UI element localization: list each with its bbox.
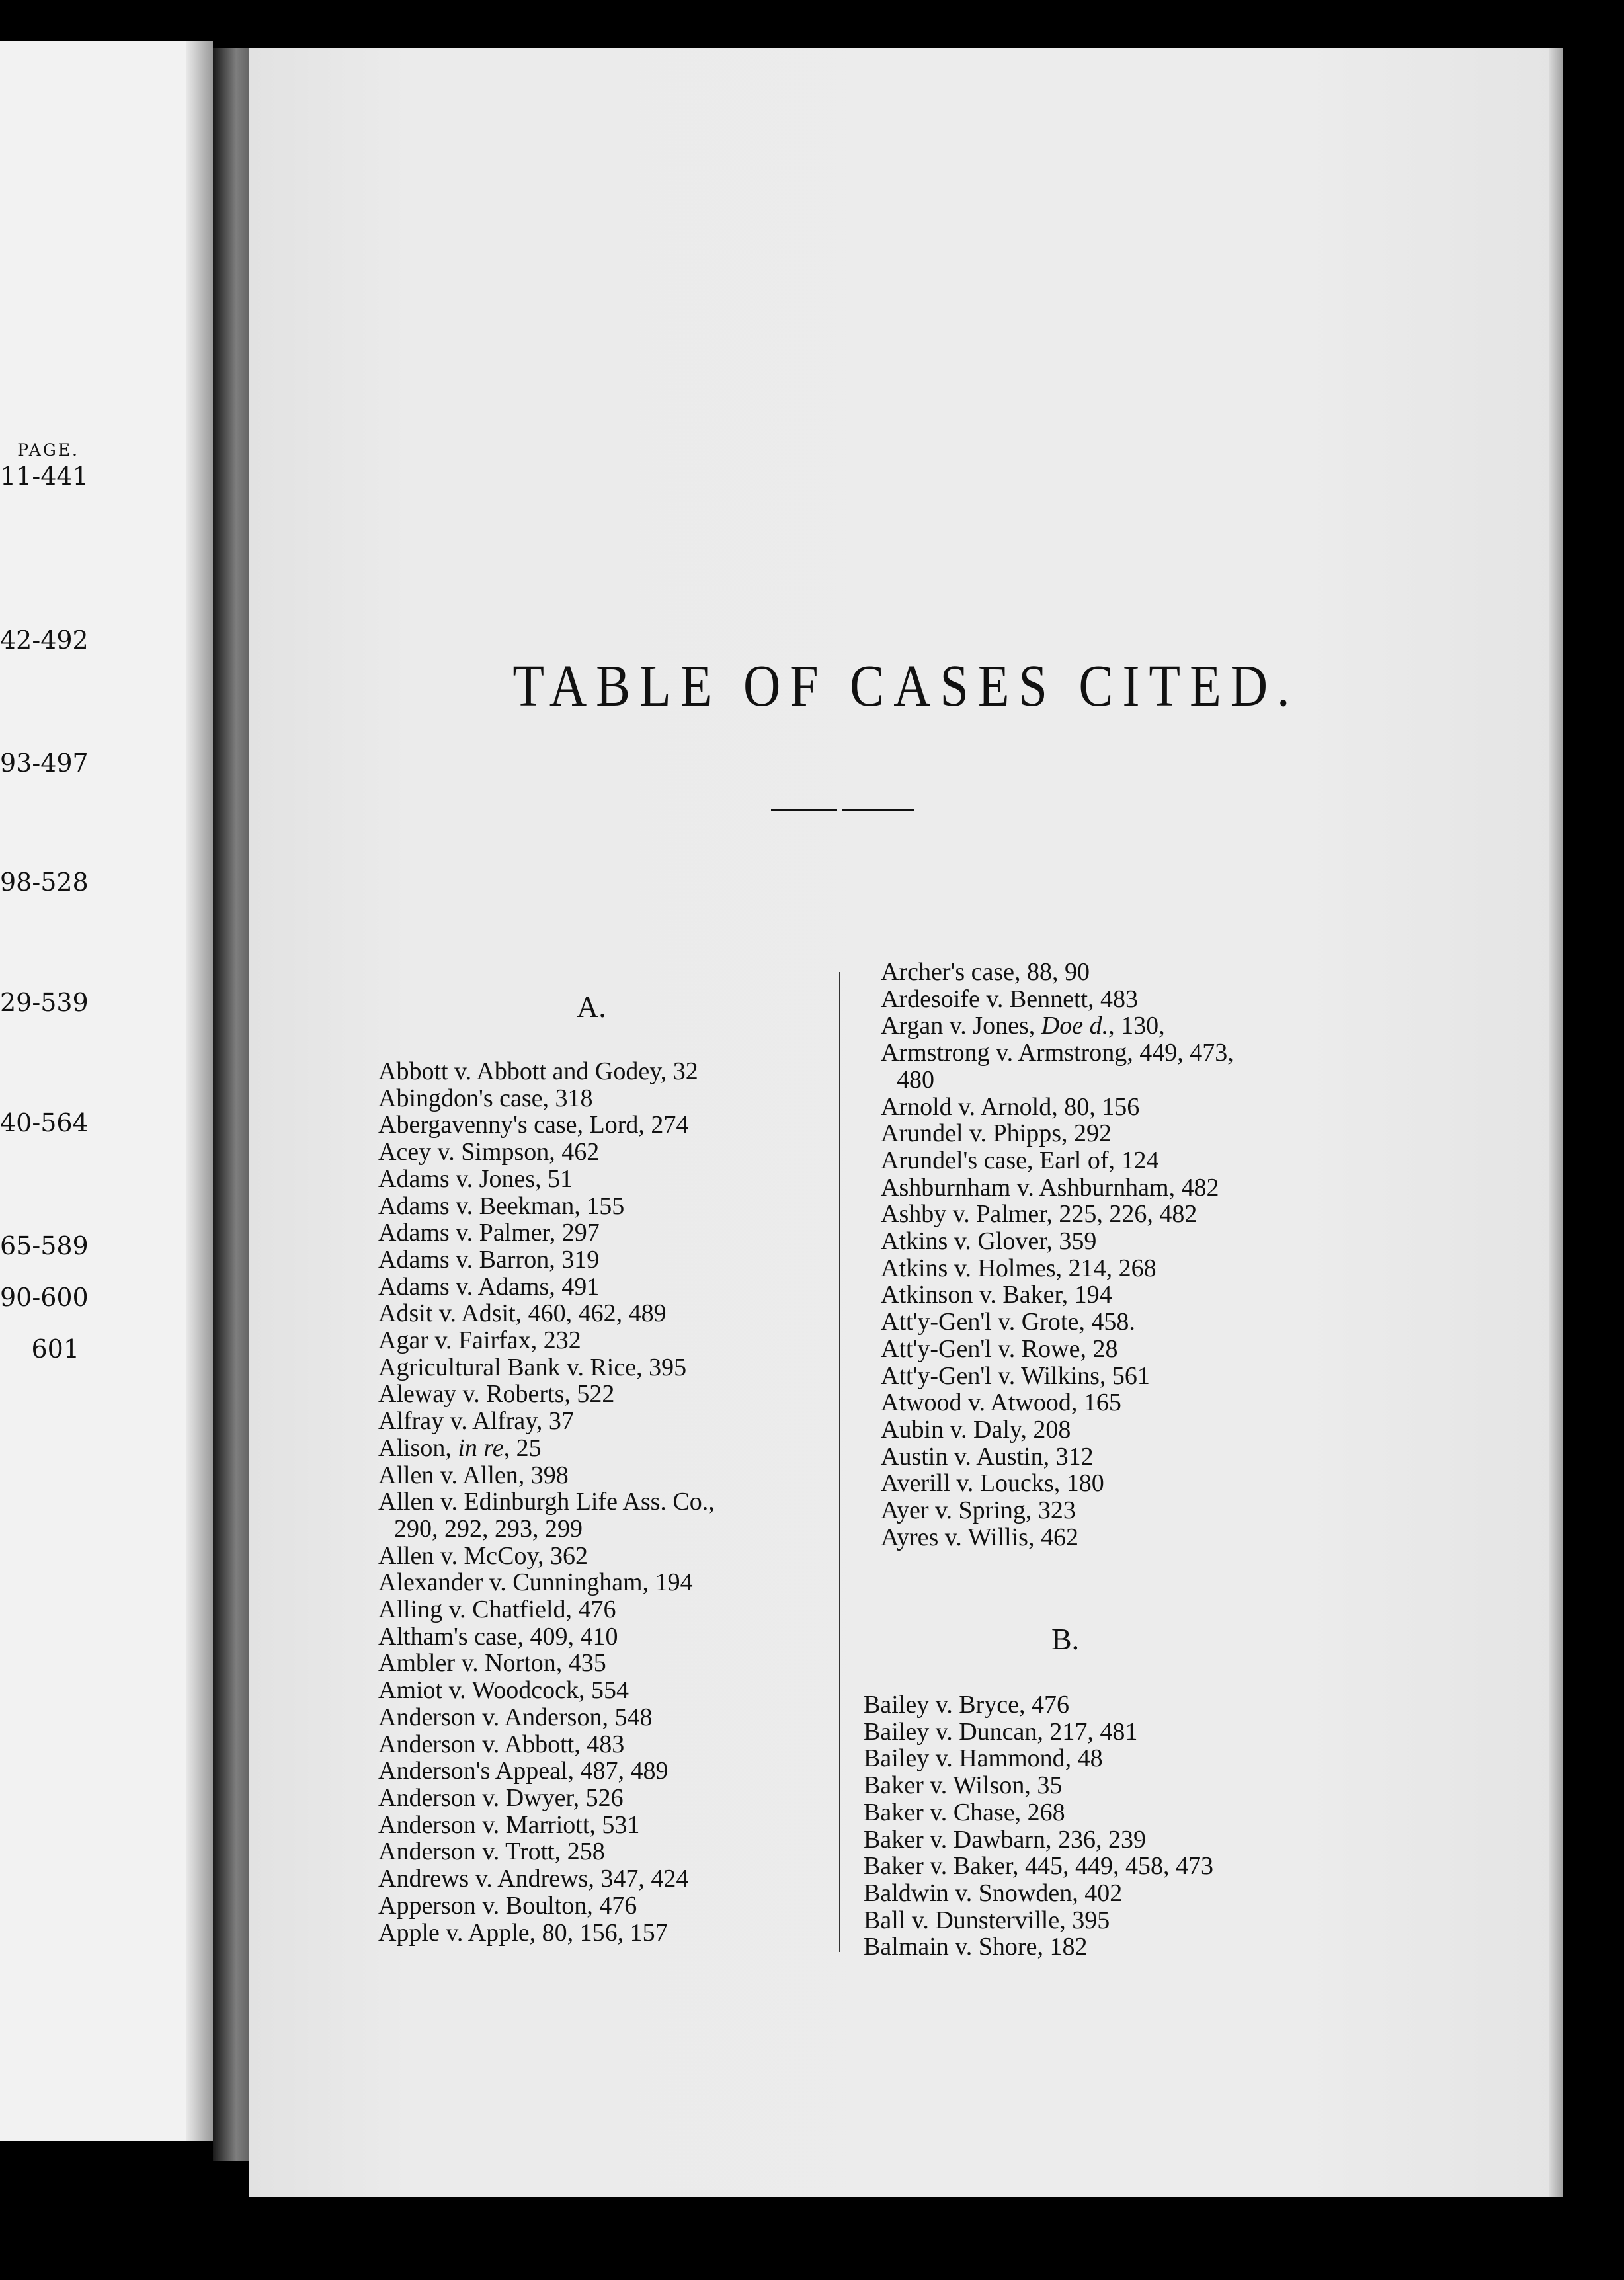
right-page-edge	[1549, 48, 1563, 2197]
case-entry: Alling v. Chatfield, 476	[378, 1596, 616, 1624]
case-entry: Averill v. Loucks, 180	[881, 1469, 1104, 1498]
case-entry: Agricultural Bank v. Rice, 395	[378, 1353, 687, 1381]
case-entry: Ball v. Dunsterville, 395	[864, 1906, 1110, 1934]
case-entry: Alexander v. Cunningham, 194	[378, 1568, 693, 1597]
case-entry: Austin v. Austin, 312	[881, 1442, 1094, 1471]
section-heading-b: B.	[1051, 1622, 1080, 1656]
case-entry: Abergavenny's case, Lord, 274	[378, 1111, 689, 1139]
left-page-range: 29-539	[0, 988, 89, 1017]
case-entry: Aubin v. Daly, 208	[881, 1415, 1071, 1444]
case-entry: Anderson v. Dwyer, 526	[378, 1783, 624, 1812]
case-entry: Ayer v. Spring, 323	[881, 1496, 1076, 1525]
case-list-b	[864, 1691, 1213, 1961]
case-entry: Adams v. Jones, 51	[378, 1164, 573, 1193]
case-list-a-continued	[881, 959, 1234, 1551]
title-rule-left	[771, 809, 837, 811]
case-entry: Adams v. Beekman, 155	[378, 1192, 625, 1220]
case-entry: Apple v. Apple, 80, 156, 157	[378, 1918, 668, 1947]
case-entry-page: , 130,	[1108, 1012, 1165, 1040]
main-page	[249, 48, 1563, 2197]
case-entry: Abbott v. Abbott and Godey, 32	[378, 1057, 698, 1085]
case-entry: Altham's case, 409, 410	[378, 1622, 618, 1650]
case-entry: Ayres v. Willis, 462	[881, 1523, 1078, 1551]
case-entry: Atkins v. Glover, 359	[881, 1227, 1097, 1256]
case-entry: Ardesoife v. Bennett, 483	[881, 985, 1139, 1013]
left-page-range: 93-497	[0, 749, 89, 778]
case-entry: Ambler v. Norton, 435	[378, 1649, 606, 1678]
title-rule-right	[842, 809, 914, 811]
case-entry: Baker v. Dawbarn, 236, 239	[864, 1825, 1147, 1853]
case-entry: Anderson's Appeal, 487, 489	[378, 1757, 669, 1785]
page-title: TABLE OF CASES CITED.	[512, 652, 1299, 719]
case-entry: Andrews v. Andrews, 347, 424	[378, 1865, 689, 1893]
case-list-a	[378, 1058, 715, 1946]
case-entry: Allen v. Edinburgh Life Ass. Co.,	[378, 1488, 715, 1516]
left-page-range: 40-564	[0, 1108, 89, 1137]
case-entry: Adsit v. Adsit, 460, 462, 489	[378, 1299, 667, 1328]
section-heading-a: A.	[577, 990, 606, 1024]
case-entry: Atkinson v. Baker, 194	[881, 1281, 1112, 1309]
case-entry: Amiot v. Woodcock, 554	[378, 1676, 629, 1705]
left-page-heading: PAGE.	[17, 440, 79, 460]
case-entry: Atwood v. Atwood, 165	[881, 1389, 1121, 1417]
case-entry-continuation: 480	[897, 1065, 934, 1094]
case-entry: Allen v. Allen, 398	[378, 1461, 569, 1489]
column-divider	[839, 972, 840, 1952]
case-entry: Att'y-Gen'l v. Grote, 458.	[881, 1308, 1135, 1336]
case-entry: Baker v. Wilson, 35	[864, 1771, 1063, 1800]
left-page-range: 90-600	[0, 1283, 89, 1312]
case-entry: Armstrong v. Armstrong, 449, 473,	[881, 1039, 1234, 1067]
left-page-range: 11-441	[0, 462, 89, 491]
case-entry: Ashburnham v. Ashburnham, 482	[881, 1173, 1219, 1201]
case-entry: Att'y-Gen'l v. Wilkins, 561	[881, 1362, 1150, 1390]
case-entry-name: Alison,	[378, 1434, 458, 1462]
case-entry: Balmain v. Shore, 182	[864, 1933, 1088, 1961]
case-entry: Baker v. Chase, 268	[864, 1798, 1065, 1826]
case-entry: Anderson v. Abbott, 483	[378, 1730, 625, 1758]
case-entry: Arundel's case, Earl of, 124	[881, 1146, 1159, 1174]
case-entry: Aleway v. Roberts, 522	[378, 1380, 615, 1408]
case-entry: Adams v. Adams, 491	[378, 1272, 600, 1301]
case-entry-italic: Doe d.	[1041, 1012, 1109, 1040]
case-entry: Allen v. McCoy, 362	[378, 1541, 588, 1570]
case-entry: Att'y-Gen'l v. Rowe, 28	[881, 1334, 1118, 1363]
case-entry: Agar v. Fairfax, 232	[378, 1326, 581, 1355]
case-entry: Atkins v. Holmes, 214, 268	[881, 1254, 1157, 1282]
case-entry: Alfray v. Alfray, 37	[378, 1407, 574, 1436]
case-entry: Bailey v. Hammond, 48	[864, 1744, 1103, 1773]
case-entry-page: , 25	[503, 1434, 542, 1462]
case-entry: Ashby v. Palmer, 225, 226, 482	[881, 1200, 1198, 1229]
case-entry-name: Argan v. Jones,	[881, 1012, 1041, 1040]
case-entry: Baldwin v. Snowden, 402	[864, 1879, 1123, 1907]
case-entry: Arundel v. Phipps, 292	[881, 1120, 1112, 1148]
left-page-range: 601	[31, 1334, 79, 1364]
case-entry: Anderson v. Marriott, 531	[378, 1811, 640, 1839]
case-entry: Adams v. Palmer, 297	[378, 1219, 600, 1247]
left-page-range: 98-528	[0, 868, 89, 897]
case-entry: Anderson v. Trott, 258	[378, 1838, 605, 1866]
case-entry: Adams v. Barron, 319	[378, 1245, 600, 1274]
case-entry: Arnold v. Arnold, 80, 156	[881, 1092, 1140, 1121]
case-entry	[881, 1012, 1234, 1039]
case-entry	[378, 1435, 715, 1462]
case-entry: Abingdon's case, 318	[378, 1084, 593, 1112]
case-entry-italic: in re	[458, 1434, 504, 1462]
case-entry: Archer's case, 88, 90	[881, 958, 1090, 986]
case-entry: Acey v. Simpson, 462	[378, 1138, 600, 1166]
case-entry: Apperson v. Boulton, 476	[378, 1891, 637, 1920]
left-page	[0, 41, 213, 2141]
case-entry: Baker v. Baker, 445, 449, 458, 473	[864, 1852, 1213, 1881]
left-page-range: 42-492	[0, 626, 89, 655]
left-page-range: 65-589	[0, 1231, 89, 1260]
case-entry: Anderson v. Anderson, 548	[378, 1703, 653, 1731]
left-page-edge	[186, 41, 213, 2141]
case-entry: Bailey v. Bryce, 476	[864, 1691, 1069, 1719]
case-entry-continuation: 290, 292, 293, 299	[394, 1514, 583, 1543]
case-entry: Bailey v. Duncan, 217, 481	[864, 1717, 1138, 1746]
